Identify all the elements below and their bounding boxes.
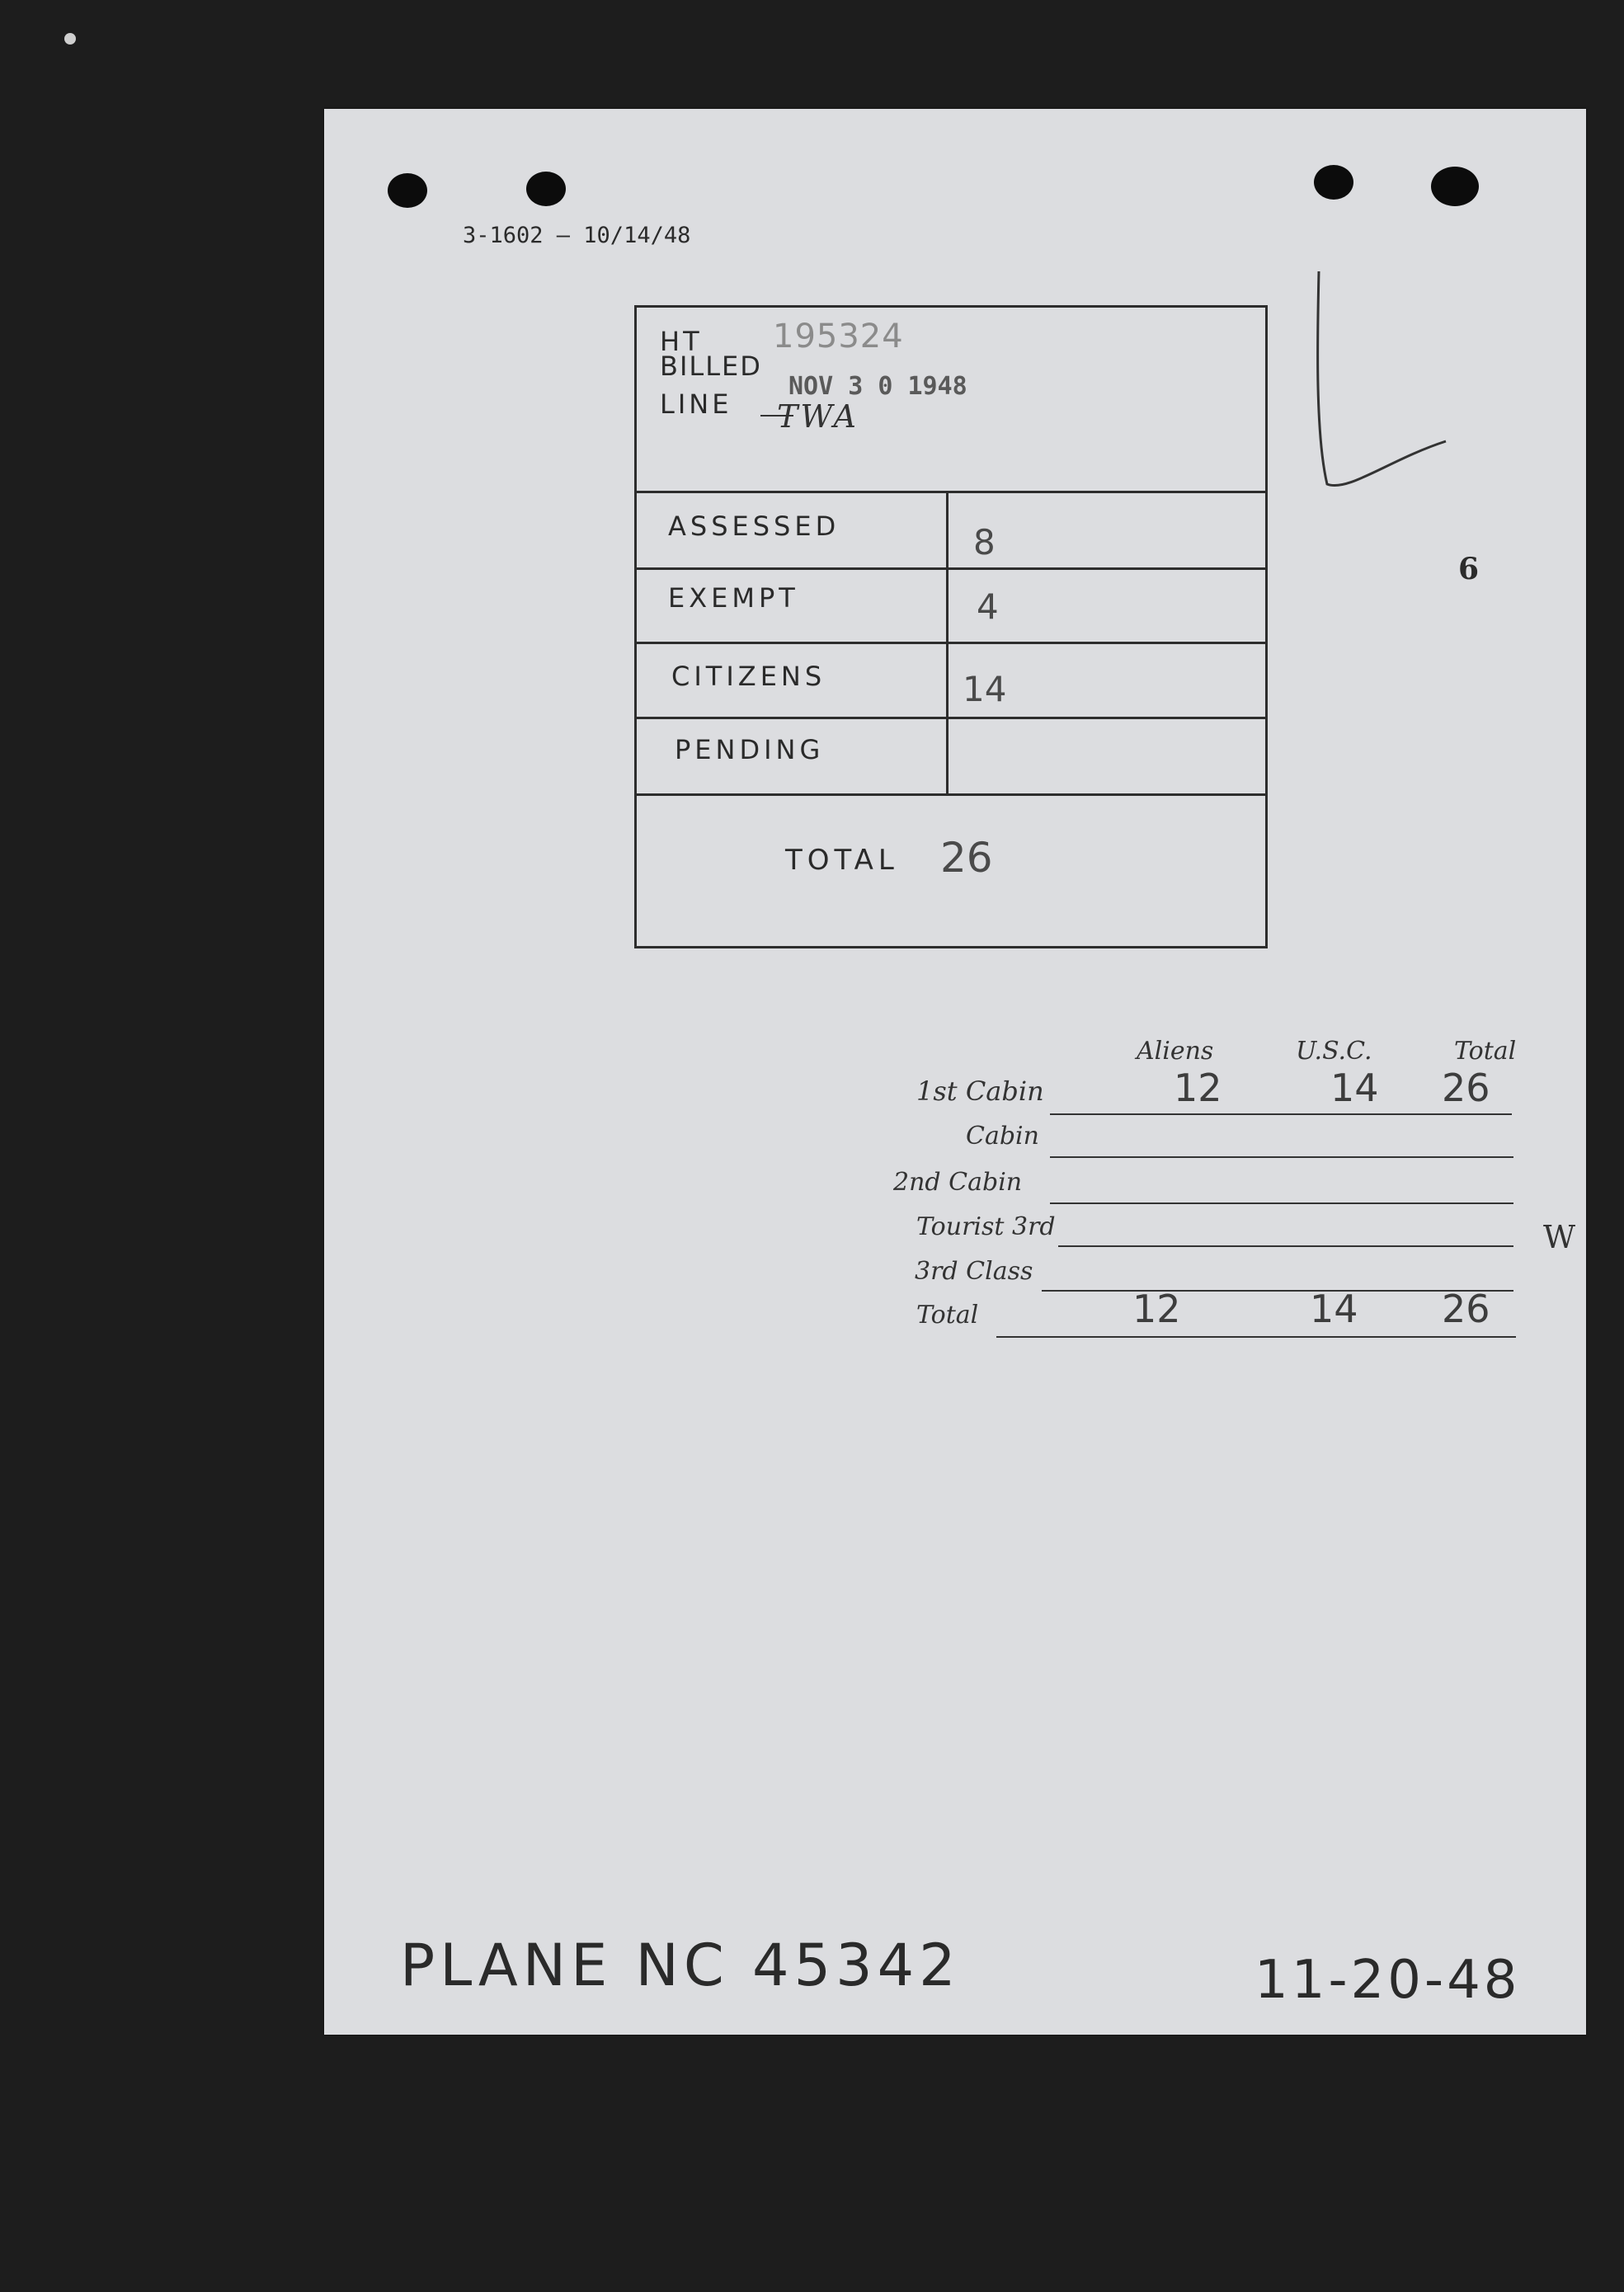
billing-header — [637, 308, 1265, 493]
margin-mark: W — [1543, 1219, 1576, 1255]
row-label: CITIZENS — [671, 661, 826, 692]
row-value: 14 — [963, 669, 1007, 709]
column-header-aliens: Aliens — [1137, 1037, 1214, 1066]
cell-total: 26 — [1442, 1287, 1490, 1331]
row-label: EXEMPT — [668, 582, 799, 614]
row-pending — [637, 719, 1265, 796]
column-header-usc: U.S.C. — [1296, 1037, 1372, 1066]
assessment-box — [634, 305, 1268, 948]
footer-date: 11-20-48 — [1254, 1950, 1521, 2011]
billing-stamp-number: 195324 — [773, 318, 904, 355]
row-label-cabin: Cabin — [966, 1122, 1039, 1151]
total-value: 26 — [940, 834, 993, 882]
row-label-tourist-3rd: Tourist 3rd — [916, 1212, 1056, 1241]
billing-stamp-date: NOV 3 0 1948 — [788, 372, 967, 401]
row-citizens — [637, 644, 1265, 719]
margin-bracket-mark — [1316, 270, 1447, 492]
plane-number: PLANE NC 45342 — [400, 1932, 961, 1999]
row-label-3rd-class: 3rd Class — [915, 1257, 1033, 1286]
row-label: PENDING — [675, 734, 825, 765]
cell-aliens: 12 — [1132, 1287, 1181, 1331]
row-line — [1058, 1245, 1513, 1247]
cell-total: 26 — [1442, 1066, 1490, 1110]
row-exempt — [637, 570, 1265, 644]
row-line — [996, 1336, 1516, 1338]
row-value: 4 — [977, 586, 999, 627]
row-label-total: Total — [916, 1301, 979, 1330]
total-label: TOTAL — [785, 844, 899, 877]
cell-aliens: 12 — [1174, 1066, 1222, 1110]
line-value: TWA — [777, 398, 859, 435]
label-ht: HT — [660, 326, 703, 357]
page-number: 6 — [1458, 552, 1480, 586]
label-billed: BILLED — [660, 351, 762, 382]
row-value: 8 — [973, 522, 996, 562]
file-reference: 3-1602 — 10/14/48 — [463, 223, 691, 248]
row-assessed — [637, 491, 1265, 570]
document-page — [324, 109, 1586, 2035]
cell-usc: 14 — [1310, 1287, 1358, 1331]
punch-hole — [388, 173, 427, 208]
row-label-2nd-cabin: 2nd Cabin — [893, 1168, 1023, 1197]
punch-hole — [1314, 165, 1353, 200]
row-line — [1050, 1156, 1513, 1158]
scan-speck — [64, 33, 76, 45]
row-label: ASSESSED — [668, 511, 840, 542]
row-line — [1050, 1202, 1513, 1204]
punch-hole — [526, 172, 566, 206]
cell-usc: 14 — [1330, 1066, 1379, 1110]
row-label-1st-cabin: 1st Cabin — [916, 1075, 1044, 1107]
punch-hole — [1431, 167, 1479, 206]
row-line — [1050, 1113, 1512, 1115]
label-line: LINE — [660, 388, 732, 420]
column-header-total: Total — [1454, 1037, 1517, 1066]
